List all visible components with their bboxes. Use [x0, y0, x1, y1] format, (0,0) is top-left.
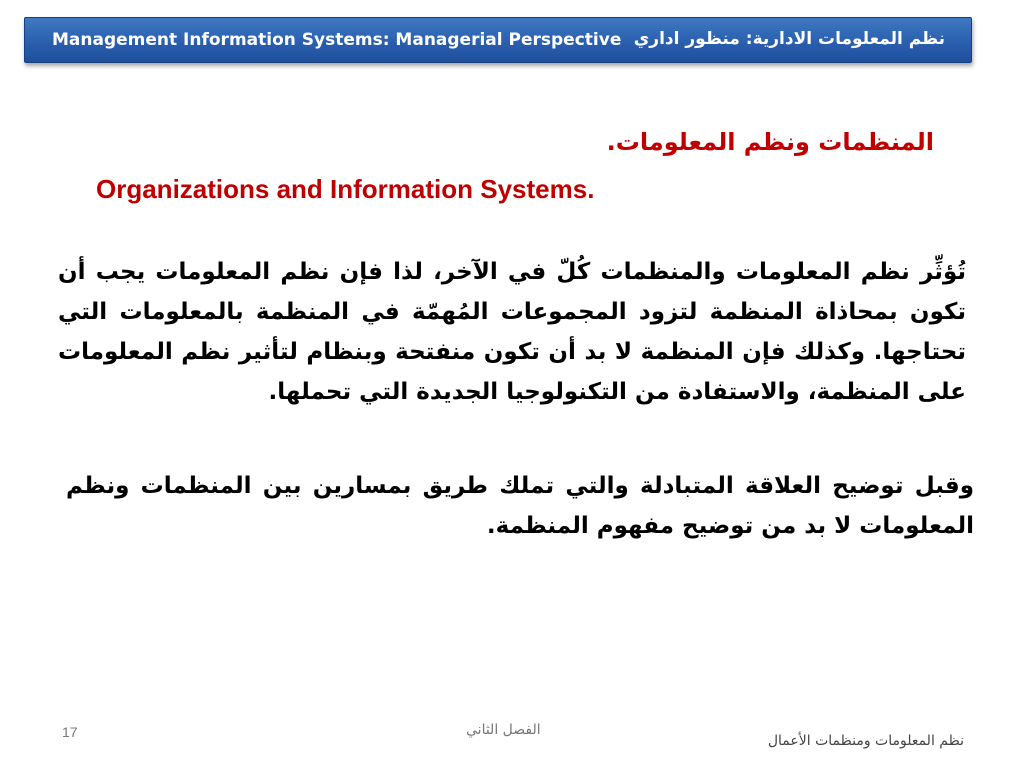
- body-paragraph-2: وقبل توضيح العلاقة المتبادلة والتي تملك طريق بمسارين بين المنظمات ونظم المعلومات لا بد من توضيح مفهوم المنظمة.: [66, 473, 974, 539]
- footer-chapter: الفصل الثاني: [466, 722, 541, 738]
- banner-title-arabic: نظم المعلومات الادارية: منظور اداري: [633, 29, 945, 49]
- banner-title-english: Management Information Systems: Managerial Perspective: [52, 30, 622, 50]
- body-paragraph-1: تُؤثِّر نظم المعلومات والمنظمات كُلّ في الآخر، لذا فإن نظم المعلومات يجب أن تكون بمحاذاة المنظمة لتزود المجموعات المُهمّة في المنظمة بالمعلومات التي تحتاجها. وكذلك فإن المنظمة لا بد أن تكون منفتحة وبنظام لتأثير نظم المعلومات على المنظمة، والاستفادة من التكنولوجيا الجديدة التي تحملها.: [58, 259, 966, 405]
- slide-heading-english: Organizations and Information Systems.: [96, 174, 595, 204]
- title-banner: [24, 17, 972, 63]
- slide-heading-arabic: المنظمات ونظم المعلومات.: [606, 128, 934, 156]
- footer-course-title: نظم المعلومات ومنظمات الأعمال: [767, 733, 964, 749]
- page-number: 17: [62, 724, 78, 740]
